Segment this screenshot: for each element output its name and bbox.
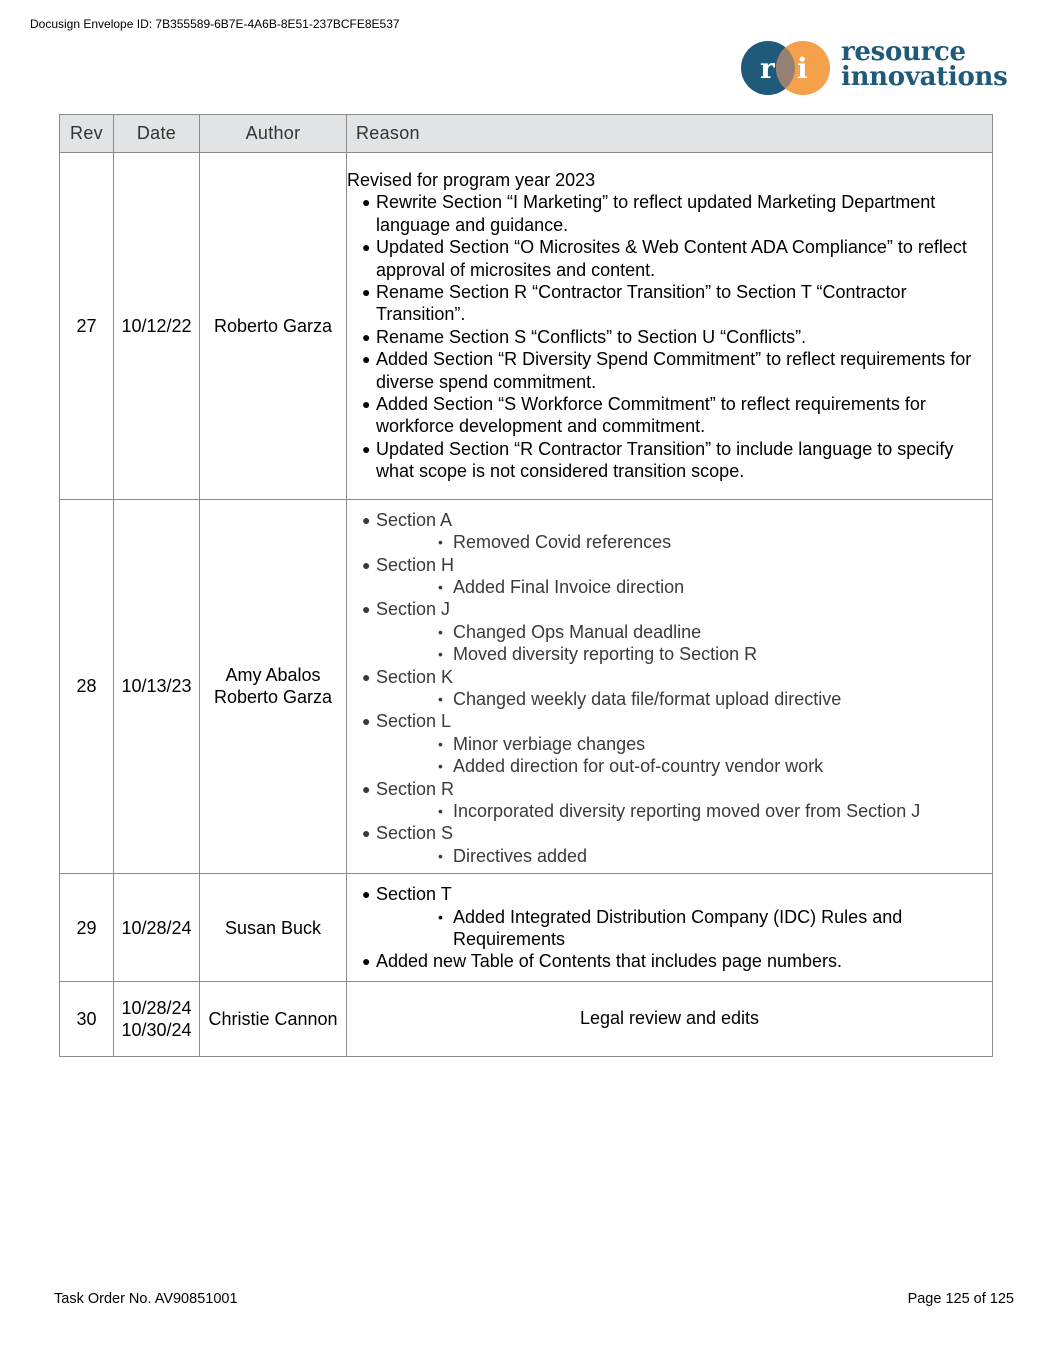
sub-list-item: • Added Integrated Distribution Company (IDC) Rules and Requirements	[438, 906, 903, 949]
bullet-icon: ●	[362, 953, 371, 970]
bullet-icon: ●	[362, 825, 371, 842]
header-author: Author	[200, 115, 347, 153]
reason-list	[347, 509, 992, 868]
logo-wordmark	[841, 37, 1008, 92]
bullet-icon: ●	[362, 328, 371, 345]
date-cell	[114, 981, 200, 1056]
sub-bullet-icon: •	[438, 908, 443, 925]
author-cell: Susan Buck	[200, 874, 347, 982]
bullet-icon: ●	[362, 239, 371, 256]
sub-list-item: • Added direction for out-of-country vendor work	[438, 756, 824, 777]
sub-bullet-icon: •	[438, 578, 443, 595]
sub-bullet-icon: •	[438, 623, 443, 640]
list-item: ● Section R • Incorporated diversity reporting moved over from Section J	[347, 778, 992, 823]
table-row	[60, 499, 993, 874]
list-item: ● Added Section “S Workforce Commitment” to reflect requirements for workforce development and commitment.	[362, 394, 926, 437]
reason-cell	[347, 874, 993, 982]
table-row	[60, 153, 993, 500]
reason-cell	[347, 499, 993, 874]
svg-text:r: r	[760, 52, 775, 85]
header-reason: Reason	[347, 115, 993, 153]
list-item: ● Section S • Directives added	[347, 822, 992, 867]
bullet-icon: ●	[362, 601, 371, 618]
svg-text:i: i	[797, 52, 808, 85]
date-cell: 10/13/23	[114, 499, 200, 874]
sub-bullet-icon: •	[438, 646, 443, 663]
reason-list	[347, 883, 992, 973]
list-item: ● Added new Table of Contents that includes page numbers.	[362, 951, 842, 972]
header-rev: Rev	[60, 115, 114, 153]
bullet-icon: ●	[362, 284, 371, 301]
reason-cell	[347, 153, 993, 500]
sub-list-item: • Minor verbiage changes	[438, 733, 646, 754]
list-item: ● Section H • Added Final Invoice direction	[347, 554, 992, 599]
bullet-icon: ●	[362, 668, 371, 685]
sub-bullet-icon: •	[438, 690, 443, 707]
rev-cell: 29	[60, 874, 114, 982]
author-name: Roberto Garza	[213, 687, 333, 708]
sub-bullet-icon: •	[438, 847, 443, 864]
sub-list-item: • Added Final Invoice direction	[438, 576, 685, 597]
bullet-icon: ●	[362, 556, 371, 573]
list-item: ● Rename Section S “Conflicts” to Section U “Conflicts”.	[362, 326, 807, 347]
date-cell: 10/28/24	[114, 874, 200, 982]
sub-bullet-icon: •	[438, 758, 443, 775]
bullet-icon: ●	[362, 396, 371, 413]
sub-list-item: • Changed Ops Manual deadline	[438, 621, 702, 642]
task-order-number: Task Order No. AV90851001	[54, 1291, 238, 1307]
sub-bullet-icon: •	[438, 802, 443, 819]
bullet-icon: ●	[362, 780, 371, 797]
reason-cell: Legal review and edits	[347, 981, 993, 1056]
list-item: ● Section J • Changed Ops Manual deadline • Moved diversity reporting to Section R	[347, 598, 992, 665]
header-date: Date	[114, 115, 200, 153]
company-logo	[740, 37, 1015, 98]
rev-cell: 28	[60, 499, 114, 874]
table-row	[60, 981, 993, 1056]
list-item: ● Updated Section “R Contractor Transition” to include language to specify what scope is not considered transition scope.	[362, 438, 954, 482]
page-number: Page 125 of 125	[907, 1291, 1014, 1307]
date-line: 10/28/24	[121, 997, 192, 1018]
list-item: ● Rename Section R “Contractor Transition” to Section T “Contractor Transition”.	[362, 282, 907, 325]
date-line: 10/30/24	[121, 1019, 192, 1040]
author-cell: Roberto Garza	[200, 153, 347, 500]
list-item: ● Updated Section “O Microsites & Web Content ADA Compliance” to reflect approval of microsites and content.	[362, 237, 967, 280]
list-item: ● Rewrite Section “I Marketing” to reflect updated Marketing Department language and guidance.	[362, 192, 936, 235]
list-item: ● Added Section “R Diversity Spend Commitment” to reflect requirements for diverse spend commitment.	[362, 349, 972, 392]
revision-history-table	[59, 114, 993, 1057]
list-item: ● Section K • Changed weekly data file/format upload directive	[347, 666, 992, 711]
reason-list	[347, 191, 992, 482]
logo-line-innovations: innovations	[841, 62, 1008, 92]
bullet-icon: ●	[362, 194, 371, 211]
sub-list-item: • Directives added	[438, 845, 588, 866]
bullet-icon: ●	[362, 886, 371, 903]
date-cell: 10/12/22	[114, 153, 200, 500]
sub-bullet-icon: •	[438, 534, 443, 551]
author-name: Amy Abalos	[225, 665, 321, 686]
bullet-icon: ●	[362, 440, 371, 457]
sub-list-item: • Incorporated diversity reporting moved over from Section J	[438, 800, 921, 821]
ri-logo-mark-icon	[740, 40, 832, 96]
bullet-icon: ●	[362, 713, 371, 730]
list-item: ● Section A • Removed Covid references	[347, 509, 992, 554]
docusign-envelope-id: Docusign Envelope ID: 7B355589-6B7E-4A6B-8E51-237BCFE8E537	[30, 17, 400, 31]
logo-line-resource: resource	[841, 37, 966, 67]
author-cell: Christie Cannon	[200, 981, 347, 1056]
sub-bullet-icon: •	[438, 735, 443, 752]
reason-intro: Revised for program year 2023	[347, 170, 596, 190]
list-item: ● Section T • Added Integrated Distribution Company (IDC) Rules and Requirements	[347, 883, 992, 950]
table-row	[60, 874, 993, 982]
table-header-row	[60, 115, 993, 153]
bullet-icon: ●	[362, 511, 371, 528]
bullet-icon: ●	[362, 351, 371, 368]
sub-list-item: • Changed weekly data file/format upload directive	[438, 688, 842, 709]
sub-list-item: • Removed Covid references	[438, 532, 672, 553]
rev-cell: 30	[60, 981, 114, 1056]
list-item: ● Section L • Minor verbiage changes • Added direction for out-of-country vendor work	[347, 710, 992, 777]
sub-list-item: • Moved diversity reporting to Section R	[438, 644, 758, 665]
author-cell	[200, 499, 347, 874]
rev-cell: 27	[60, 153, 114, 500]
